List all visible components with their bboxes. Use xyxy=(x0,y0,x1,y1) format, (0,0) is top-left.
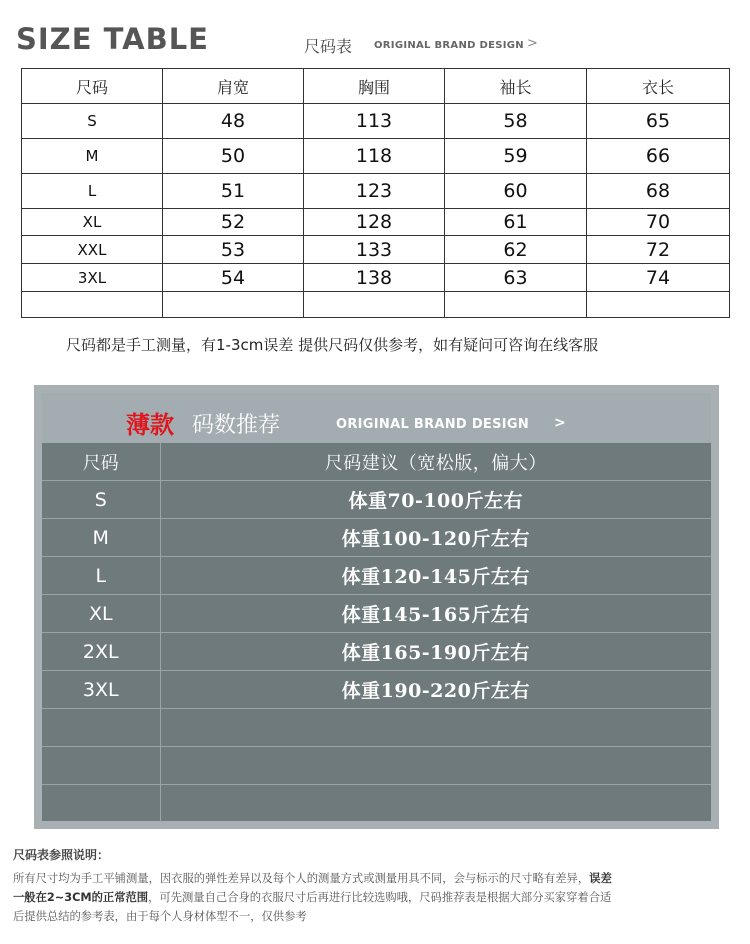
table-row xyxy=(42,481,711,519)
recommendation-panel-body xyxy=(42,393,711,821)
table-cell: 61 xyxy=(445,209,587,236)
note-body xyxy=(13,869,741,926)
table-row xyxy=(22,236,730,264)
weight-cell xyxy=(160,785,711,823)
weight-cell: 体重120-145斤左右 xyxy=(160,557,711,595)
table-cell: 70 xyxy=(587,209,730,236)
note-highlight: 一般在2~3CM的正常范围 xyxy=(13,891,149,904)
table-row xyxy=(22,139,730,174)
recommendation-subtitle-en: ORIGINAL BRAND DESIGN xyxy=(336,417,530,432)
table-cell: 133 xyxy=(304,236,445,264)
size-cell: 3XL xyxy=(42,671,160,709)
size-cell: XL xyxy=(22,209,163,236)
table-cell xyxy=(304,292,445,318)
table-cell: 54 xyxy=(163,264,304,292)
weight-cell xyxy=(160,747,711,785)
table-cell: 50 xyxy=(163,139,304,174)
table-row-empty xyxy=(22,292,730,318)
recommendation-header-row xyxy=(42,443,711,481)
column-header-shoulder: 肩宽 xyxy=(163,69,304,104)
size-cell: 3XL xyxy=(22,264,163,292)
column-header-chest: 胸围 xyxy=(304,69,445,104)
size-cell xyxy=(42,709,160,747)
recommendation-title-highlight: 薄款 xyxy=(126,411,174,439)
table-row-empty xyxy=(42,785,711,823)
table-row xyxy=(22,264,730,292)
table-cell: 113 xyxy=(304,104,445,139)
table-cell xyxy=(22,292,163,318)
column-header-suggestion: 尺码建议（宽松版，偏大） xyxy=(160,443,711,481)
table-row xyxy=(42,633,711,671)
recommendation-header xyxy=(42,393,711,443)
weight-cell: 体重100-120斤左右 xyxy=(160,519,711,557)
table-cell: 74 xyxy=(587,264,730,292)
chevron-right-icon: > xyxy=(527,36,538,51)
chevron-right-icon: > xyxy=(554,415,566,431)
weight-cell: 体重190-220斤左右 xyxy=(160,671,711,709)
header-subtitle-cn: 尺码表 xyxy=(304,37,353,56)
column-header-size: 尺码 xyxy=(42,443,160,481)
size-cell: 2XL xyxy=(42,633,160,671)
table-cell: 62 xyxy=(445,236,587,264)
table-cell: 123 xyxy=(304,174,445,209)
table-cell: 118 xyxy=(304,139,445,174)
size-table-header-row xyxy=(22,69,730,104)
table-row xyxy=(42,557,711,595)
table-cell: 53 xyxy=(163,236,304,264)
table-row xyxy=(22,104,730,139)
table-cell: 48 xyxy=(163,104,304,139)
size-reference-note xyxy=(13,846,741,926)
size-table xyxy=(21,68,730,318)
table-cell: 128 xyxy=(304,209,445,236)
page-header xyxy=(0,0,750,62)
size-cell: M xyxy=(42,519,160,557)
table-row-empty xyxy=(42,709,711,747)
table-cell: 72 xyxy=(587,236,730,264)
table-cell: 63 xyxy=(445,264,587,292)
table-row xyxy=(42,595,711,633)
measurement-note: 尺码都是手工测量，有1-3cm误差 提供尺码仅供参考，如有疑问可咨询在线客服 xyxy=(66,336,599,354)
column-header-length: 衣长 xyxy=(587,69,730,104)
table-cell: 68 xyxy=(587,174,730,209)
column-header-size: 尺码 xyxy=(22,69,163,104)
table-cell: 60 xyxy=(445,174,587,209)
note-text: 所有尺寸均为手工平铺测量，因衣服的弹性差异以及每个人的测量方式或测量用具不同，会与标示的尺寸略有差异， xyxy=(13,872,590,885)
size-cell: M xyxy=(22,139,163,174)
size-cell: XL xyxy=(42,595,160,633)
table-row xyxy=(22,209,730,236)
page-title: SIZE TABLE xyxy=(16,22,209,56)
column-header-sleeve: 袖长 xyxy=(445,69,587,104)
table-row-empty xyxy=(42,747,711,785)
note-highlight: 误差 xyxy=(589,872,612,885)
size-cell xyxy=(42,785,160,823)
table-row xyxy=(42,519,711,557)
table-cell xyxy=(445,292,587,318)
table-cell: 65 xyxy=(587,104,730,139)
size-cell: S xyxy=(22,104,163,139)
table-row xyxy=(42,671,711,709)
weight-cell: 体重70-100斤左右 xyxy=(160,481,711,519)
size-cell xyxy=(42,747,160,785)
table-cell: 66 xyxy=(587,139,730,174)
table-cell: 59 xyxy=(445,139,587,174)
note-title: 尺码表参照说明： xyxy=(13,848,110,862)
recommendation-title: 码数推荐 xyxy=(192,413,281,438)
table-cell: 52 xyxy=(163,209,304,236)
weight-cell: 体重165-190斤左右 xyxy=(160,633,711,671)
table-cell xyxy=(163,292,304,318)
note-text: ，可先测量自己合身的衣服尺寸后再进行比较选购哦，尺码推荐表是根据大部分买家穿着合适 xyxy=(148,891,612,904)
header-subtitle-en: ORIGINAL BRAND DESIGN xyxy=(374,40,524,51)
weight-cell xyxy=(160,709,711,747)
note-text: 后提供总结的参考表，由于每个人身材体型不一，仅供参考 xyxy=(13,910,307,923)
table-cell: 138 xyxy=(304,264,445,292)
size-cell: L xyxy=(42,557,160,595)
table-cell: 58 xyxy=(445,104,587,139)
table-cell: 51 xyxy=(163,174,304,209)
size-cell: XXL xyxy=(22,236,163,264)
recommendation-table xyxy=(42,443,711,822)
size-cell: L xyxy=(22,174,163,209)
table-cell xyxy=(587,292,730,318)
size-cell: S xyxy=(42,481,160,519)
weight-cell: 体重145-165斤左右 xyxy=(160,595,711,633)
size-recommendation-panel xyxy=(34,385,719,829)
table-row xyxy=(22,174,730,209)
